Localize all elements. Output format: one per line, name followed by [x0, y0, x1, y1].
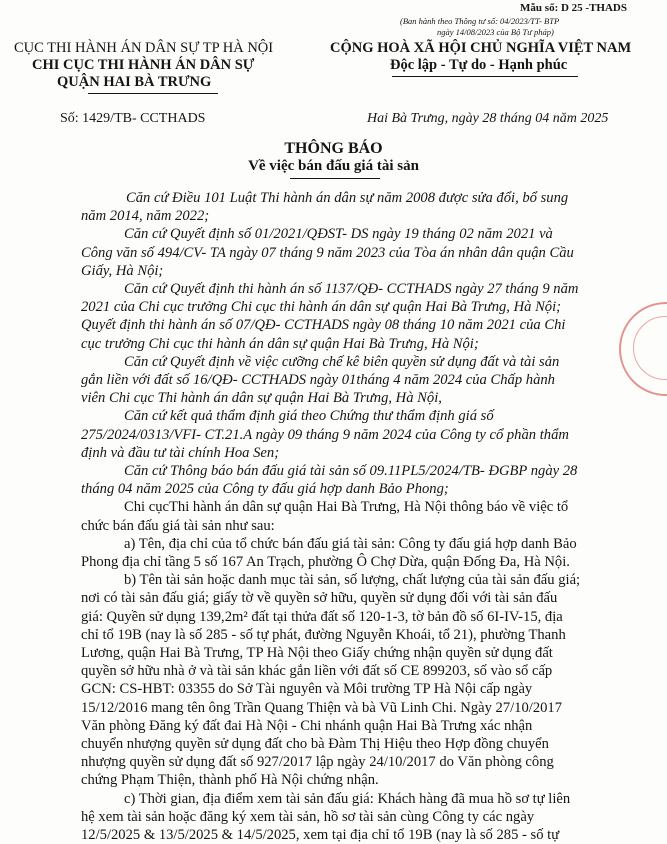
- body-line: định và đầu tư tài chính Hoa Sen;: [81, 444, 280, 461]
- body-line: Căn cứ Quyết định về việc cưỡng chế kê biên quyền sử dụng đất và tài sản: [124, 353, 560, 370]
- motto-underline: [392, 76, 578, 77]
- body-line: chức bán đấu giá tài sản như sau:: [81, 517, 275, 534]
- body-line: Căn cứ Điều 101 Luật Thi hành án dân sự năm 2008 được sửa đổi, bổ sung: [126, 190, 569, 206]
- national-title: CỘNG HOÀ XÃ HỘI CHỦ NGHĨA VIỆT NAM: [330, 40, 632, 56]
- body-line: giá: Quyền sử dụng 139,2m² đất tại thửa đất số 120-1-3, tờ bản đồ số 6I-IV-15, địa: [81, 608, 563, 625]
- body-line: viên Chi cục Thi hành án dân sự quận Hai Bà Trưng, Hà Nội,: [81, 390, 442, 407]
- body-line: b) Tên tài sản hoặc danh mục tài sản, số lượng, chất lượng của tài sản đấu giá;: [124, 572, 581, 589]
- body-line: nhượng quyền sử dụng đất số 927/2017 lập ngày 24/10/2017 do Văn phòng công: [81, 754, 554, 771]
- document-number: Số: 1429/TB- CCTHADS: [60, 111, 206, 126]
- body-line: quyền sở hữu nhà ở và tài sản khác gắn liền với đất số CE 899203, số vào sổ cấp: [81, 663, 553, 680]
- body-line: Phong địa chỉ tầng 5 số 167 An Trạch, phường Ô Chợ Dừa, quận Đống Đa, Hà Nội.: [81, 554, 570, 570]
- body-line: Căn cứ Thông báo bán đấu giá tài sản số 09.11PL5/2024/TB- ĐGBP ngày 28: [124, 463, 578, 479]
- body-line: Văn phòng Đăng ký đất đai Hà Nội - Chi nhánh quận Hai Bà Trưng xác nhận: [81, 717, 533, 734]
- body-line: Căn cứ kết quả thẩm định giá theo Chứng thư thẩm định giá số: [124, 408, 494, 425]
- form-note-line-1: (Ban hành theo Thông tư số: 04/2023/TT- BTP: [400, 16, 560, 26]
- form-code: Mẫu số: D 25 -THADS: [520, 2, 627, 14]
- national-motto: Độc lập - Tự do - Hạnh phúc: [390, 57, 568, 73]
- body-line: a) Tên, địa chỉ của tổ chức bán đấu giá tài sản: Công ty đấu giá hợp danh Bảo: [124, 535, 577, 552]
- body-line: chỉ tổ 19B (nay là số 285 - số tự phát, đường Nguyễn Khoái, tổ 21), phường Thanh: [81, 626, 566, 643]
- body-line: 275/2024/0313/VFI- CT.21.A ngày 09 tháng 9 năm 2024 của Công ty cổ phần thẩm: [81, 426, 569, 443]
- body-line: Căn cứ Quyết định số 01/2021/QĐST- DS ngày 19 tháng 02 năm 2021 và: [124, 226, 553, 243]
- agency-name-line-1: CHI CỤC THI HÀNH ÁN DÂN SỰ: [32, 57, 255, 73]
- red-seal-stamp: [619, 302, 667, 396]
- body-line: Căn cứ Quyết định thi hành án số 1137/QĐ- CCTHADS ngày 27 tháng 9 năm: [124, 281, 579, 297]
- body-line: gắn liền với đất số 16/QĐ- CCTHADS ngày 01tháng 4 năm 2024 của Chấp hành: [81, 372, 555, 388]
- parent-agency-name: CỤC THI HÀNH ÁN DÂN SỰ TP HÀ NỘI: [14, 40, 274, 56]
- body-line: tháng 04 năm 2025 của Công ty đấu giá hợp danh Bảo Phong;: [81, 481, 449, 498]
- body-line: 15/12/2016 mang tên ông Trần Quang Thiện và bà Vũ Linh Chi. Ngày 27/10/2017: [81, 699, 563, 716]
- body-line: c) Thời gian, địa điểm xem tài sản đấu giá: Khách hàng đã mua hồ sơ tự liên: [124, 790, 571, 807]
- body-line: Quyết định thi hành án số 07/QĐ- CCTHADS ngày 08 tháng 10 năm 2021 của Chi: [81, 317, 566, 334]
- document-subtitle: Về việc bán đấu giá tài sản: [248, 158, 419, 174]
- body-line: GCN: CS-HBT: 03355 do Sở Tài nguyên và Môi trường TP Hà Nội cấp ngày: [81, 681, 533, 698]
- place-and-date: Hai Bà Trưng, ngày 28 tháng 04 năm 2025: [367, 111, 609, 126]
- body-line: năm 2014, năm 2022;: [81, 208, 210, 225]
- form-note-line-2: ngày 14/08/2023 của Bộ Tư pháp): [437, 27, 554, 37]
- body-line: Chi cụcThi hành án dân sự quận Hai Bà Trưng, Hà Nội thông báo về việc tổ: [124, 499, 569, 516]
- body-line: Công văn số 494/CV- TA ngày 07 tháng 9 năm 2023 của Tòa án nhân dân quận Cầu: [81, 244, 574, 261]
- body-line: 12/5/2025 & 13/5/2025 & 14/5/2025, xem tại địa chỉ tổ 19B (nay là số 285 - số tự: [81, 827, 560, 843]
- document-title: THÔNG BÁO: [284, 140, 383, 157]
- body-line: Giấy, Hà Nội;: [81, 262, 164, 279]
- subtitle-underline: [290, 178, 380, 179]
- body-line: Lương, quận Hai Bà Trưng, TP Hà Nội theo Giấy chứng nhận quyền sử dụng đất: [81, 645, 553, 661]
- body-line: nơi có tài sản đấu giá; giấy tờ về quyền sở hữu, quyền sử dụng đối với tài sản đấu: [81, 590, 558, 607]
- body-line: 2021 của Chi cục trưởng Chi cục thi hành án dân sự quận Hai Bà Trưng, Hà Nội;: [81, 299, 562, 316]
- agency-name-line-2: QUẬN HAI BÀ TRƯNG: [57, 74, 212, 90]
- body-line: cục trưởng Chi cục thi hành án dân sự quận Hai Bà Trưng, Hà Nội;: [81, 335, 479, 352]
- body-line: chứng Phạm Thiện, thành phố Hà Nội chứng nhận.: [81, 772, 379, 789]
- body-line: chuyển nhượng quyền sử dụng đất cho bà Đàm Thị Hiệu theo Hợp đồng chuyển: [81, 736, 549, 752]
- agency-underline: [88, 93, 218, 94]
- body-line: hệ xem tài sản hoặc đăng ký xem tài sản, hồ sơ tài sản cùng Công ty các ngày: [81, 808, 535, 825]
